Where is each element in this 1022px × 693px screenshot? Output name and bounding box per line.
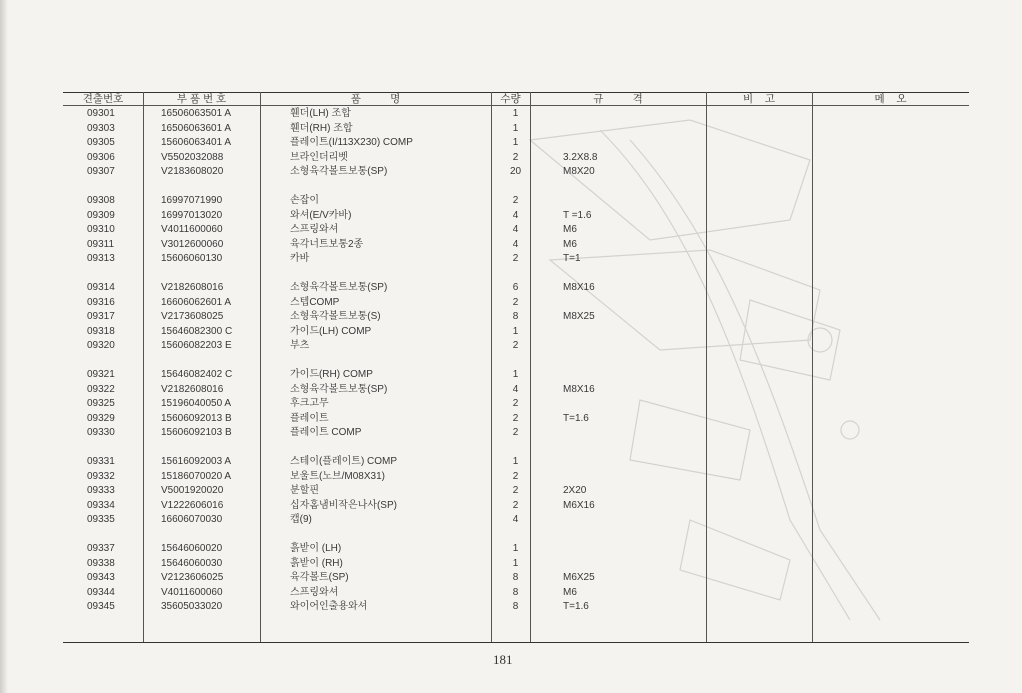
ref-number-cell: 09314	[87, 282, 115, 293]
specification-cell: M8X25	[563, 311, 595, 322]
ref-number-cell: 09343	[87, 572, 115, 583]
quantity-cell: 4	[512, 224, 519, 235]
part-name-cell: 스프링와셔	[290, 224, 339, 235]
table-row	[63, 470, 969, 484]
quantity-cell: 4	[512, 383, 519, 395]
ref-number-cell: 09306	[87, 151, 115, 163]
ref-number-cell: 09338	[87, 557, 115, 569]
specification-cell: T =1.6	[563, 209, 592, 221]
table-row	[63, 122, 969, 136]
ref-number-cell: 09321	[87, 369, 115, 380]
quantity-cell: 2	[512, 151, 519, 163]
part-name-cell: 손잡이	[290, 195, 319, 206]
part-number-cell: 15196040050 A	[161, 398, 232, 409]
ref-number-cell: 09333	[87, 485, 115, 496]
ref-number-cell: 09325	[87, 398, 115, 409]
quantity-cell: 20	[509, 166, 522, 177]
part-number-cell: 15616092003 A	[161, 456, 232, 467]
table-row	[63, 571, 969, 585]
table-row	[63, 513, 969, 527]
part-number-cell: 15606063401 A	[161, 137, 232, 148]
ref-number-cell: 09345	[87, 601, 115, 612]
ref-number-cell: 09320	[87, 340, 115, 351]
table-row	[63, 557, 969, 571]
table-row	[63, 107, 969, 121]
table-row	[63, 426, 969, 440]
table-row	[63, 383, 969, 397]
table-row	[63, 209, 969, 223]
part-number-cell: 16997013020	[161, 209, 223, 221]
ref-number-cell: 09332	[87, 470, 115, 482]
part-name-cell: 부츠	[290, 340, 310, 351]
header-remarks: 비 고	[743, 93, 775, 105]
part-number-cell: 15646060020	[161, 543, 223, 554]
part-number-cell: 15606060130	[161, 253, 223, 264]
quantity-cell: 2	[512, 398, 519, 409]
ref-number-cell: 09310	[87, 224, 115, 235]
part-number-cell: V5001920020	[161, 485, 224, 496]
part-name-cell: 와셔(E/V카바)	[290, 209, 352, 221]
part-number-cell: V3012600060	[161, 238, 224, 250]
ref-number-cell: 09308	[87, 195, 115, 206]
part-name-cell: 플레이트(I/113X230) COMP	[290, 137, 413, 148]
part-number-cell: V5502032088	[161, 151, 224, 163]
quantity-cell: 1	[512, 108, 519, 119]
ref-number-cell: 09344	[87, 586, 115, 598]
part-number-cell: V2182608016	[161, 383, 224, 395]
part-number-cell: V2173608025	[161, 311, 224, 322]
specification-cell: M6X16	[563, 499, 595, 511]
quantity-cell: 1	[512, 557, 519, 569]
table-row	[63, 484, 969, 498]
part-name-cell: 육각볼트(SP)	[290, 572, 349, 583]
part-name-cell: 플레이트 COMP	[290, 427, 362, 438]
part-name-cell: 캡(9)	[290, 514, 312, 525]
table-row	[63, 586, 969, 600]
ref-number-cell: 09309	[87, 209, 115, 221]
header-quantity: 수량	[500, 93, 521, 105]
part-number-cell: V4011600060	[161, 224, 223, 235]
part-number-cell: 16997071990	[161, 195, 223, 206]
table-row	[63, 325, 969, 339]
part-number-cell: 15646060030	[161, 557, 223, 569]
part-name-cell: 브라인더리벳	[290, 151, 348, 163]
specification-cell: T=1	[563, 253, 581, 264]
table-row	[63, 194, 969, 208]
quantity-cell: 4	[512, 209, 519, 221]
part-number-cell: V2183608020	[161, 166, 224, 177]
table-row	[63, 296, 969, 310]
part-name-cell: 스텝COMP	[290, 296, 340, 308]
quantity-cell: 1	[512, 543, 519, 554]
table-row	[63, 339, 969, 353]
part-number-cell: V2182608016	[161, 282, 224, 293]
specification-cell: T=1.6	[563, 601, 589, 612]
part-number-cell: 15646082402 C	[161, 369, 233, 380]
quantity-cell: 8	[512, 572, 519, 583]
quantity-cell: 2	[512, 296, 519, 308]
specification-cell: M6	[563, 238, 577, 250]
part-name-cell: 가이드(LH) COMP	[290, 325, 372, 337]
part-number-cell: 15606082203 E	[161, 340, 232, 351]
table-row	[63, 499, 969, 513]
ref-number-cell: 09305	[87, 137, 115, 148]
ref-number-cell: 09316	[87, 296, 115, 308]
table-row	[63, 165, 969, 179]
table-row	[63, 368, 969, 382]
parts-table	[63, 91, 969, 644]
part-name-cell: 카바	[290, 253, 310, 264]
part-name-cell: 흙받이 (LH)	[290, 543, 342, 554]
table-bottom-rule	[63, 642, 969, 643]
specification-cell: 3.2X8.8	[563, 151, 598, 163]
quantity-cell: 2	[512, 253, 519, 264]
quantity-cell: 1	[512, 122, 519, 134]
table-row	[63, 223, 969, 237]
table-row	[63, 310, 969, 324]
ref-number-cell: 09337	[87, 543, 115, 554]
part-name-cell: 가이드(RH) COMP	[290, 369, 373, 380]
quantity-cell: 2	[512, 195, 519, 206]
table-row	[63, 151, 969, 165]
ref-number-cell: 09317	[87, 311, 115, 322]
quantity-cell: 2	[512, 340, 519, 351]
specification-cell: M6	[563, 224, 577, 235]
part-name-cell: 소형육각볼트보통(S)	[290, 311, 381, 322]
table-row	[63, 455, 969, 469]
specification-cell: M8X16	[563, 383, 595, 395]
part-name-cell: 분할핀	[290, 485, 319, 496]
quantity-cell: 4	[512, 514, 519, 525]
part-number-cell: 16606070030	[161, 514, 223, 525]
table-row	[63, 238, 969, 252]
page-number: 181	[493, 652, 513, 667]
binding-edge	[0, 0, 8, 693]
ref-number-cell: 09329	[87, 412, 115, 424]
header-part-number: 부 품 번 호	[176, 93, 227, 105]
table-row	[63, 542, 969, 556]
part-number-cell: 15186070020 A	[161, 470, 232, 482]
part-number-cell: 16506063601 A	[161, 122, 232, 134]
header-memo: 메 오	[874, 93, 907, 105]
part-number-cell: V1222606016	[161, 499, 224, 511]
part-name-cell: 와이어인출용와셔	[290, 601, 368, 612]
part-number-cell: 15646082300 C	[161, 325, 233, 337]
part-name-cell: 흙받이 (RH)	[290, 557, 343, 569]
quantity-cell: 6	[512, 282, 519, 293]
quantity-cell: 8	[512, 601, 519, 612]
ref-number-cell: 09311	[87, 238, 115, 250]
ref-number-cell: 09307	[87, 166, 115, 177]
part-number-cell: 15606092103 B	[161, 427, 232, 438]
specification-cell: M8X16	[563, 282, 595, 293]
quantity-cell: 2	[512, 427, 519, 438]
specification-cell: T=1.6	[563, 412, 589, 424]
table-row	[63, 281, 969, 295]
part-number-cell: 16606062601 A	[161, 296, 232, 308]
quantity-cell: 2	[512, 499, 519, 511]
part-name-cell: 스프링와셔	[290, 586, 339, 598]
table-row	[63, 136, 969, 150]
part-name-cell: 플레이트	[290, 412, 329, 424]
part-name-cell: 휀더(LH) 조합	[290, 108, 351, 119]
ref-number-cell: 09318	[87, 325, 115, 337]
ref-number-cell: 09313	[87, 253, 115, 264]
specification-cell: M8X20	[563, 166, 595, 177]
quantity-cell: 4	[512, 238, 519, 250]
part-name-cell: 후크고무	[290, 398, 329, 409]
quantity-cell: 8	[512, 311, 519, 322]
table-row	[63, 600, 969, 614]
part-number-cell: V4011600060	[161, 586, 223, 598]
specification-cell: 2X20	[563, 485, 587, 496]
header-part-name: 품 명	[350, 93, 401, 105]
part-name-cell: 소형육각볼트보통(SP)	[290, 166, 388, 177]
header-specification: 규 격	[593, 93, 643, 105]
table-row	[63, 252, 969, 266]
part-name-cell: 보울트(노브/M08X31)	[290, 470, 385, 482]
quantity-cell: 2	[512, 470, 519, 482]
part-name-cell: 십자홈냄비작은나사(SP)	[290, 499, 397, 511]
specification-cell: M6	[563, 586, 577, 598]
part-name-cell: 육각너트보통2종	[290, 238, 364, 250]
table-header-rule	[63, 105, 969, 106]
part-name-cell: 소형육각볼트보통(SP)	[290, 383, 388, 395]
quantity-cell: 8	[512, 586, 519, 598]
ref-number-cell: 09330	[87, 427, 115, 438]
specification-cell: M6X25	[563, 572, 595, 583]
quantity-cell: 1	[512, 369, 519, 380]
ref-number-cell: 09301	[87, 108, 115, 119]
quantity-cell: 1	[512, 325, 519, 337]
part-number-cell: 35605033020	[161, 601, 223, 612]
quantity-cell: 2	[512, 412, 519, 424]
ref-number-cell: 09331	[87, 456, 115, 467]
table-row	[63, 397, 969, 411]
ref-number-cell: 09335	[87, 514, 115, 525]
part-name-cell: 소형육각볼트보통(SP)	[290, 282, 388, 293]
ref-number-cell: 09334	[87, 499, 115, 511]
part-number-cell: V2123606025	[161, 572, 224, 583]
quantity-cell: 1	[512, 137, 519, 148]
part-name-cell: 휀더(RH) 조합	[290, 122, 353, 134]
quantity-cell: 2	[512, 485, 519, 496]
ref-number-cell: 09322	[87, 383, 115, 395]
part-name-cell: 스테이(플레이트) COMP	[290, 456, 398, 467]
table-row	[63, 412, 969, 426]
part-number-cell: 16506063501 A	[161, 108, 232, 119]
quantity-cell: 1	[512, 456, 519, 467]
part-number-cell: 15606092013 B	[161, 412, 232, 424]
ref-number-cell: 09303	[87, 122, 115, 134]
header-ref-number: 견출번호	[82, 93, 124, 105]
